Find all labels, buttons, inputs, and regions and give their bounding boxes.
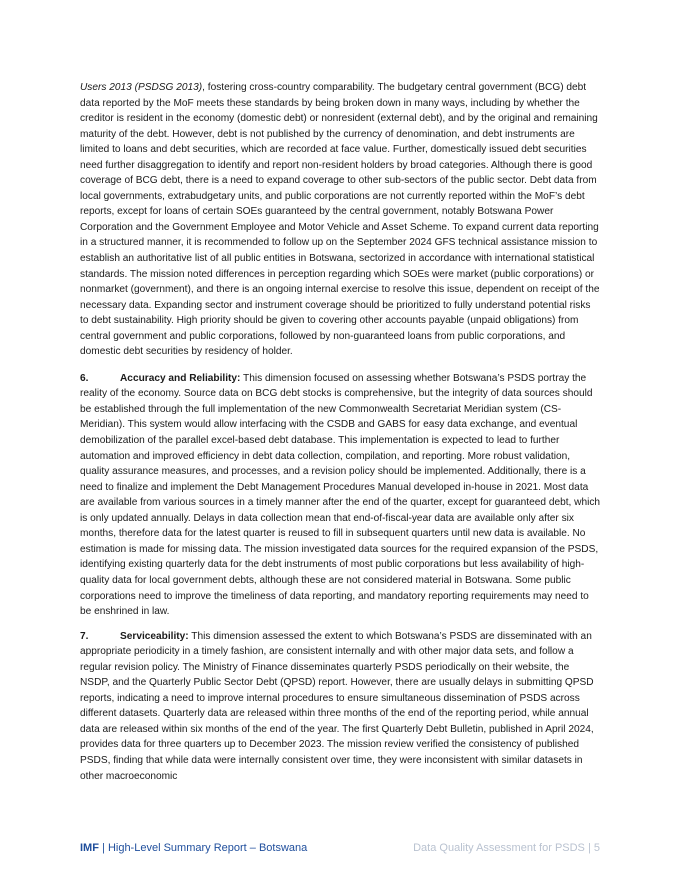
footer-report: High-Level Summary Report [107, 842, 247, 854]
footer-separator: | [98, 842, 108, 854]
paragraph-intro [80, 80, 601, 360]
paragraph-number: 7. [80, 630, 89, 642]
paragraph-heading: Accuracy and Reliability: [120, 372, 241, 384]
paragraph-text: , fostering cross-country comparability. The budgetary central government (BCG) debt data reported by the MoF meets these standards by being broken down in many ways, including by whether the creditor is resident in the economy (domestic debt) or nonresident (external debt), and by the original and remaining maturity of the debt. However, debt is not published by the currency of denomination, and debt instruments are limited to loans and debt securities, which are recorded at face value. Further, domestically issued debt securities need further disaggregation to identify and report non-resident holders by broad categories. Although there is good coverage of BCG debt, there is a need to expand coverage to other sub-sectors of the public sector. Debt data from local governments, extrabudgetary units, and public corporations are not currently reported within the MoF’s debt reports, except for loans of certain SOEs guaranteed by the central government, notably Botswana Power Corporation and the Government Employee and Motor Vehicle and Asset Scheme. To expand current data reporting in a structured manner, it is recommended to follow up on the September 2024 GFS technical assistance mission to establish an authoritative list of all public entities in Botswana, sectorized in accordance with international statistical standards. The mission noted differences in perception regarding which SOEs were market (public corporations) or nonmarket (government), and there is an ongoing internal exercise to resolve this issue, dependent on receipt of the necessary data. Expanding sector and instrument coverage should be prioritized to fully understand potential risks to debt sustainability. High priority should be given to covering other accounts payable (unpaid obligations) from central government and public corporations, followed by non-guaranteed loans from public corporations, and domestic debt securities by residency of holder. [80, 82, 600, 358]
paragraph-number: 6. [80, 372, 89, 384]
footer-page-label: Data Quality Assessment for PSDS | 5 [413, 842, 600, 854]
footer-country: Botswana [258, 842, 308, 854]
paragraph-text: This dimension assessed the extent to which Botswana’s PSDS are disseminated with an appropriate periodicity in a timely fashion, are consistent internally and with other major data sets, and follow a regular revision policy. The Ministry of Finance disseminates quarterly PSDS periodically on their website, the NSDP, and the Quarterly Public Sector Debt (QPSD) report. However, there are usually delays in submitting QPSD reports, indicating a need to improve internal procedures to ensure simultaneous dissemination of PSDS across different datasets. Quarterly data are released within three months of the end of the reporting period, while annual data are released within six months of the end of the year. The first Quarterly Debt Bulletin, published in April 2024, provides data for three quarters up to December 2023. The mission review verified the consistency of published PSDS, finding that while data were internally consistent over time, they were inconsistent with similar datasets in other macroeconomic [80, 630, 594, 782]
page-body [80, 80, 601, 793]
footer-report-title [80, 841, 307, 855]
paragraph-text: This dimension focused on assessing whether Botswana’s PSDS portray the reality of the economy. Source data on BCG debt stocks is comprehensive, but the integrity of data sources should be established through the full implementation of the new Commonwealth Secretariat Meridian system (CS-Meridian). This system would allow interfacing with the CSDB and GABS for easy data exchange, and eventual demobilization of the parallel excel-based debt database. This implementation is expected to lead to further automation and improved efficiency in debt data collection, compilation, and reporting. More robust validation, quality assurance measures, and processes, and a revision policy should be implemented. Additionally, there is a need to finalize and implement the Debt Management Procedures Manual developed in-house in 2021. Most data are available from various sources in a timely manner after the end of the quarter, except for guaranteed debt, which is only updated annually. Delays in data collection mean that end-of-fiscal-year data are available only after six months, therefore data for the latest quarter is reused to fill in subsequent quarters until new data is available. No estimation is made for missing data. The mission investigated data sources for the required expansion of the PSDS, identifying existing quarterly data for the debt instruments of most public corporations but less availability of high-quality data for local government debts, although these are not considered material in Botswana. Some public corporations need to improve the timeliness of data reporting, and mandatory reporting requirements may need to be enshrined in law. [80, 372, 601, 618]
footer-dash: – [246, 842, 259, 854]
paragraph-accuracy-reliability [80, 371, 601, 620]
publication-title: Users 2013 (PSDSG 2013) [80, 82, 203, 93]
paragraph-heading: Serviceability: [120, 630, 189, 642]
footer-org: IMF [80, 842, 99, 854]
paragraph-serviceability [80, 629, 601, 784]
